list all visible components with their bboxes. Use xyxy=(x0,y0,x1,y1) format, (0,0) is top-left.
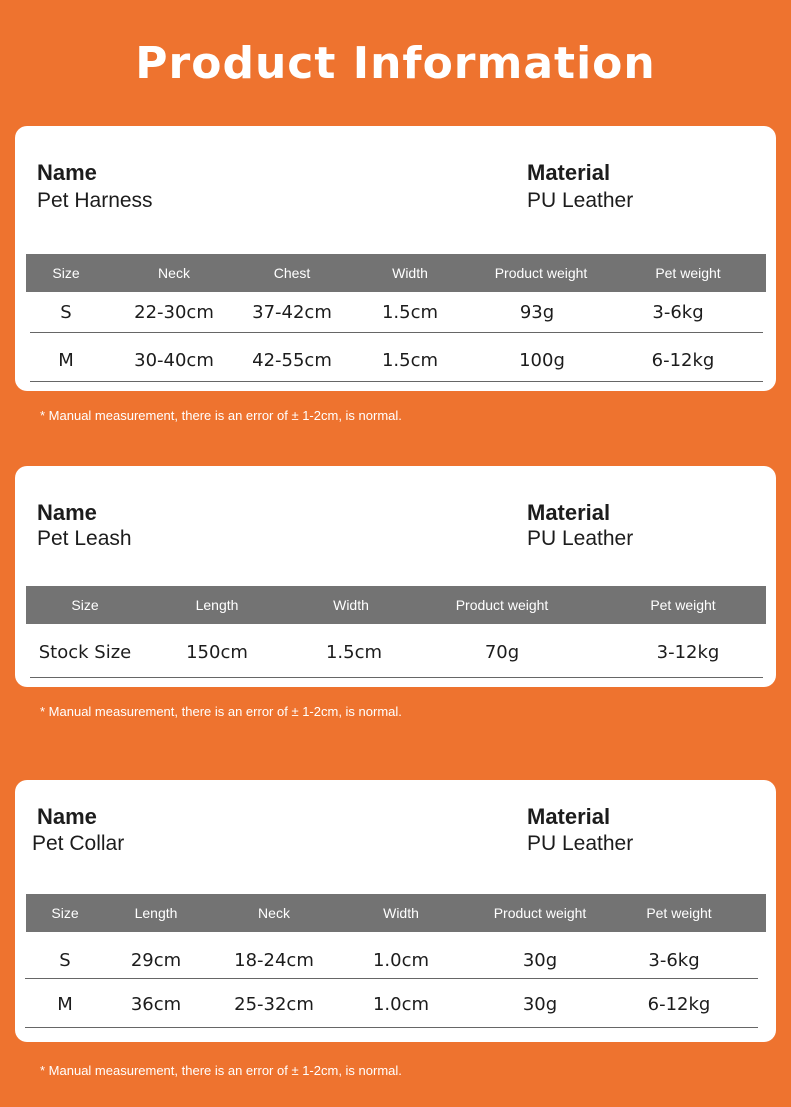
cell-product-weight: 30g xyxy=(522,950,558,971)
cell-neck: 22-30cm xyxy=(134,302,214,323)
column-header-size: Size xyxy=(52,265,80,281)
cell-product-weight: 30g xyxy=(522,994,558,1015)
table-header xyxy=(26,894,766,932)
column-header-chest: Chest xyxy=(273,265,311,281)
column-header-width: Width xyxy=(383,905,419,921)
column-header-product-weight: Product weight xyxy=(455,597,549,613)
row-divider xyxy=(30,677,763,678)
product-material: PU Leather xyxy=(527,527,634,550)
cell-length: 36cm xyxy=(130,994,182,1015)
product-name: Pet Collar xyxy=(32,832,125,855)
measurement-note: * Manual measurement, there is an error of ± 1-2cm, is normal. xyxy=(40,1063,402,1078)
row-divider xyxy=(30,381,763,382)
column-header-neck: Neck xyxy=(258,905,290,921)
row-divider xyxy=(25,978,758,979)
column-header-neck: Neck xyxy=(158,265,190,281)
column-header-pet-weight: Pet weight xyxy=(650,597,716,613)
product-material: PU Leather xyxy=(527,832,634,855)
cell-size: S xyxy=(59,950,71,971)
cell-product-weight: 93g xyxy=(519,302,555,323)
column-header-pet-weight: Pet weight xyxy=(646,905,712,921)
product-card-collar xyxy=(15,780,776,1042)
product-card-harness xyxy=(15,126,776,391)
column-header-width: Width xyxy=(333,597,369,613)
cell-size: M xyxy=(57,994,73,1015)
column-header-product-weight: Product weight xyxy=(493,905,587,921)
cell-pet-weight: 6-12kg xyxy=(651,350,715,371)
column-header-pet-weight: Pet weight xyxy=(655,265,721,281)
product-name: Pet Leash xyxy=(37,527,132,550)
name-label: Name xyxy=(37,804,97,829)
material-label: Material xyxy=(527,160,611,185)
cell-pet-weight: 3-12kg xyxy=(656,642,720,663)
cell-pet-weight: 6-12kg xyxy=(647,994,711,1015)
material-label: Material xyxy=(527,500,611,525)
cell-length: 29cm xyxy=(130,950,182,971)
cell-size: S xyxy=(60,302,72,323)
table-header xyxy=(26,254,766,292)
cell-size: Stock Size xyxy=(38,642,132,663)
cell-neck: 25-32cm xyxy=(234,994,314,1015)
cell-pet-weight: 3-6kg xyxy=(648,950,700,971)
column-header-product-weight: Product weight xyxy=(494,265,588,281)
cell-chest: 37-42cm xyxy=(252,302,332,323)
column-header-size: Size xyxy=(71,597,99,613)
name-label: Name xyxy=(37,500,97,525)
column-header-length: Length xyxy=(195,597,239,613)
cell-product-weight: 70g xyxy=(484,642,520,663)
column-header-length: Length xyxy=(134,905,178,921)
cell-size: M xyxy=(58,350,74,371)
column-header-width: Width xyxy=(392,265,428,281)
cell-width: 1.0cm xyxy=(372,950,430,971)
cell-neck: 30-40cm xyxy=(134,350,214,371)
cell-width: 1.5cm xyxy=(381,350,439,371)
cell-chest: 42-55cm xyxy=(252,350,332,371)
cell-width: 1.0cm xyxy=(372,994,430,1015)
table-header xyxy=(26,586,766,624)
page-title: Product Information xyxy=(135,38,656,89)
measurement-note: * Manual measurement, there is an error of ± 1-2cm, is normal. xyxy=(40,408,402,423)
product-material: PU Leather xyxy=(527,189,634,212)
material-label: Material xyxy=(527,804,611,829)
cell-width: 1.5cm xyxy=(381,302,439,323)
column-header-size: Size xyxy=(51,905,79,921)
row-divider xyxy=(30,332,763,333)
product-name: Pet Harness xyxy=(37,189,153,212)
name-label: Name xyxy=(37,160,97,185)
cell-product-weight: 100g xyxy=(519,350,565,371)
product-card-leash xyxy=(15,466,776,687)
measurement-note: * Manual measurement, there is an error of ± 1-2cm, is normal. xyxy=(40,704,402,719)
cell-length: 150cm xyxy=(186,642,248,663)
cell-neck: 18-24cm xyxy=(234,950,314,971)
cell-pet-weight: 3-6kg xyxy=(652,302,704,323)
cell-width: 1.5cm xyxy=(325,642,383,663)
row-divider xyxy=(25,1027,758,1028)
